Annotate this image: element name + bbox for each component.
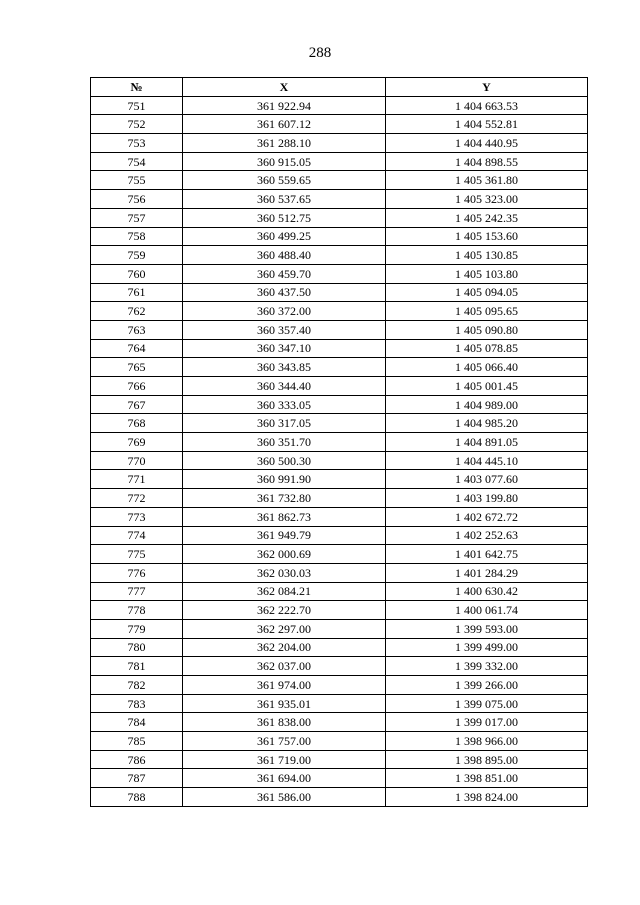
cell-y: 1 404 891.05 bbox=[386, 433, 588, 452]
table-row bbox=[91, 134, 588, 153]
cell-number: 758 bbox=[91, 227, 183, 246]
header-number: № bbox=[91, 78, 183, 97]
cell-number: 784 bbox=[91, 713, 183, 732]
cell-x: 360 499.25 bbox=[183, 227, 386, 246]
cell-x: 360 357.40 bbox=[183, 320, 386, 339]
cell-x: 360 333.05 bbox=[183, 395, 386, 414]
table-row bbox=[91, 657, 588, 676]
table-row bbox=[91, 395, 588, 414]
cell-y: 1 405 103.80 bbox=[386, 264, 588, 283]
cell-x: 360 347.10 bbox=[183, 339, 386, 358]
cell-x: 361 719.00 bbox=[183, 750, 386, 769]
cell-y: 1 400 061.74 bbox=[386, 601, 588, 620]
cell-x: 362 000.69 bbox=[183, 545, 386, 564]
table-row bbox=[91, 171, 588, 190]
cell-number: 760 bbox=[91, 264, 183, 283]
cell-number: 774 bbox=[91, 526, 183, 545]
cell-x: 360 437.50 bbox=[183, 283, 386, 302]
table-row bbox=[91, 320, 588, 339]
table-row bbox=[91, 582, 588, 601]
cell-y: 1 399 593.00 bbox=[386, 619, 588, 638]
table-row bbox=[91, 433, 588, 452]
table-row bbox=[91, 246, 588, 265]
cell-number: 764 bbox=[91, 339, 183, 358]
cell-y: 1 399 332.00 bbox=[386, 657, 588, 676]
cell-x: 360 459.70 bbox=[183, 264, 386, 283]
cell-number: 785 bbox=[91, 732, 183, 751]
cell-y: 1 399 017.00 bbox=[386, 713, 588, 732]
cell-y: 1 404 663.53 bbox=[386, 96, 588, 115]
cell-x: 362 037.00 bbox=[183, 657, 386, 676]
cell-y: 1 405 094.05 bbox=[386, 283, 588, 302]
cell-y: 1 399 266.00 bbox=[386, 676, 588, 695]
table-row bbox=[91, 414, 588, 433]
table-row bbox=[91, 788, 588, 807]
cell-y: 1 398 824.00 bbox=[386, 788, 588, 807]
cell-number: 754 bbox=[91, 152, 183, 171]
cell-x: 360 915.05 bbox=[183, 152, 386, 171]
cell-number: 773 bbox=[91, 507, 183, 526]
cell-x: 362 030.03 bbox=[183, 563, 386, 582]
cell-y: 1 404 898.55 bbox=[386, 152, 588, 171]
table-row bbox=[91, 713, 588, 732]
cell-number: 770 bbox=[91, 451, 183, 470]
cell-number: 766 bbox=[91, 377, 183, 396]
table-row bbox=[91, 545, 588, 564]
cell-number: 777 bbox=[91, 582, 183, 601]
cell-x: 360 537.65 bbox=[183, 190, 386, 209]
table-row bbox=[91, 451, 588, 470]
cell-x: 361 838.00 bbox=[183, 713, 386, 732]
cell-number: 788 bbox=[91, 788, 183, 807]
cell-y: 1 405 323.00 bbox=[386, 190, 588, 209]
cell-y: 1 404 440.95 bbox=[386, 134, 588, 153]
cell-x: 360 512.75 bbox=[183, 208, 386, 227]
page-number: 288 bbox=[308, 45, 332, 61]
cell-y: 1 404 552.81 bbox=[386, 115, 588, 134]
table-row bbox=[91, 489, 588, 508]
cell-x: 361 974.00 bbox=[183, 676, 386, 695]
cell-number: 767 bbox=[91, 395, 183, 414]
table-row bbox=[91, 283, 588, 302]
table-body bbox=[91, 96, 588, 806]
header-y: Y bbox=[386, 78, 588, 97]
cell-number: 780 bbox=[91, 638, 183, 657]
table-row bbox=[91, 750, 588, 769]
cell-y: 1 404 445.10 bbox=[386, 451, 588, 470]
table-row bbox=[91, 526, 588, 545]
cell-x: 361 935.01 bbox=[183, 694, 386, 713]
cell-y: 1 405 001.45 bbox=[386, 377, 588, 396]
cell-y: 1 402 252.63 bbox=[386, 526, 588, 545]
cell-y: 1 399 499.00 bbox=[386, 638, 588, 657]
cell-number: 761 bbox=[91, 283, 183, 302]
cell-x: 360 317.05 bbox=[183, 414, 386, 433]
table-row bbox=[91, 208, 588, 227]
table-row bbox=[91, 676, 588, 695]
table-row bbox=[91, 377, 588, 396]
cell-x: 360 344.40 bbox=[183, 377, 386, 396]
cell-x: 362 204.00 bbox=[183, 638, 386, 657]
cell-y: 1 405 066.40 bbox=[386, 358, 588, 377]
cell-x: 361 922.94 bbox=[183, 96, 386, 115]
table-row bbox=[91, 694, 588, 713]
cell-y: 1 401 284.29 bbox=[386, 563, 588, 582]
cell-number: 782 bbox=[91, 676, 183, 695]
cell-y: 1 404 985.20 bbox=[386, 414, 588, 433]
cell-x: 362 084.21 bbox=[183, 582, 386, 601]
cell-y: 1 405 242.35 bbox=[386, 208, 588, 227]
cell-y: 1 401 642.75 bbox=[386, 545, 588, 564]
cell-x: 362 297.00 bbox=[183, 619, 386, 638]
cell-y: 1 405 095.65 bbox=[386, 302, 588, 321]
cell-number: 781 bbox=[91, 657, 183, 676]
cell-number: 757 bbox=[91, 208, 183, 227]
cell-number: 759 bbox=[91, 246, 183, 265]
cell-number: 775 bbox=[91, 545, 183, 564]
cell-number: 753 bbox=[91, 134, 183, 153]
cell-number: 772 bbox=[91, 489, 183, 508]
cell-number: 752 bbox=[91, 115, 183, 134]
cell-number: 755 bbox=[91, 171, 183, 190]
table-row bbox=[91, 601, 588, 620]
cell-x: 361 586.00 bbox=[183, 788, 386, 807]
cell-number: 786 bbox=[91, 750, 183, 769]
cell-x: 361 757.00 bbox=[183, 732, 386, 751]
cell-y: 1 399 075.00 bbox=[386, 694, 588, 713]
cell-y: 1 402 672.72 bbox=[386, 507, 588, 526]
cell-x: 360 500.30 bbox=[183, 451, 386, 470]
cell-x: 361 694.00 bbox=[183, 769, 386, 788]
cell-number: 762 bbox=[91, 302, 183, 321]
cell-x: 360 488.40 bbox=[183, 246, 386, 265]
cell-x: 361 607.12 bbox=[183, 115, 386, 134]
cell-x: 360 351.70 bbox=[183, 433, 386, 452]
table-row bbox=[91, 302, 588, 321]
cell-x: 360 372.00 bbox=[183, 302, 386, 321]
cell-y: 1 398 895.00 bbox=[386, 750, 588, 769]
cell-y: 1 405 361.80 bbox=[386, 171, 588, 190]
cell-number: 776 bbox=[91, 563, 183, 582]
header-x: X bbox=[183, 78, 386, 97]
table-row bbox=[91, 358, 588, 377]
cell-number: 783 bbox=[91, 694, 183, 713]
cell-number: 751 bbox=[91, 96, 183, 115]
cell-number: 768 bbox=[91, 414, 183, 433]
cell-x: 361 732.80 bbox=[183, 489, 386, 508]
cell-y: 1 405 090.80 bbox=[386, 320, 588, 339]
cell-number: 779 bbox=[91, 619, 183, 638]
coordinates-table bbox=[90, 77, 588, 807]
cell-y: 1 405 153.60 bbox=[386, 227, 588, 246]
cell-number: 763 bbox=[91, 320, 183, 339]
cell-number: 771 bbox=[91, 470, 183, 489]
cell-y: 1 403 199.80 bbox=[386, 489, 588, 508]
table-row bbox=[91, 339, 588, 358]
cell-number: 769 bbox=[91, 433, 183, 452]
table-row bbox=[91, 264, 588, 283]
cell-x: 360 343.85 bbox=[183, 358, 386, 377]
cell-x: 361 949.79 bbox=[183, 526, 386, 545]
cell-y: 1 405 078.85 bbox=[386, 339, 588, 358]
cell-number: 756 bbox=[91, 190, 183, 209]
cell-y: 1 398 966.00 bbox=[386, 732, 588, 751]
table-row bbox=[91, 96, 588, 115]
cell-number: 765 bbox=[91, 358, 183, 377]
table-row bbox=[91, 638, 588, 657]
table-row bbox=[91, 769, 588, 788]
table-row bbox=[91, 152, 588, 171]
cell-y: 1 405 130.85 bbox=[386, 246, 588, 265]
cell-y: 1 404 989.00 bbox=[386, 395, 588, 414]
cell-number: 778 bbox=[91, 601, 183, 620]
table-header-row bbox=[91, 78, 588, 97]
cell-y: 1 403 077.60 bbox=[386, 470, 588, 489]
cell-number: 787 bbox=[91, 769, 183, 788]
cell-x: 362 222.70 bbox=[183, 601, 386, 620]
table-row bbox=[91, 507, 588, 526]
cell-y: 1 398 851.00 bbox=[386, 769, 588, 788]
cell-x: 361 288.10 bbox=[183, 134, 386, 153]
table-row bbox=[91, 115, 588, 134]
table-row bbox=[91, 227, 588, 246]
cell-x: 360 559.65 bbox=[183, 171, 386, 190]
table-row bbox=[91, 563, 588, 582]
table-row bbox=[91, 732, 588, 751]
table-row bbox=[91, 619, 588, 638]
table-row bbox=[91, 190, 588, 209]
cell-y: 1 400 630.42 bbox=[386, 582, 588, 601]
cell-x: 361 862.73 bbox=[183, 507, 386, 526]
cell-x: 360 991.90 bbox=[183, 470, 386, 489]
table-row bbox=[91, 470, 588, 489]
